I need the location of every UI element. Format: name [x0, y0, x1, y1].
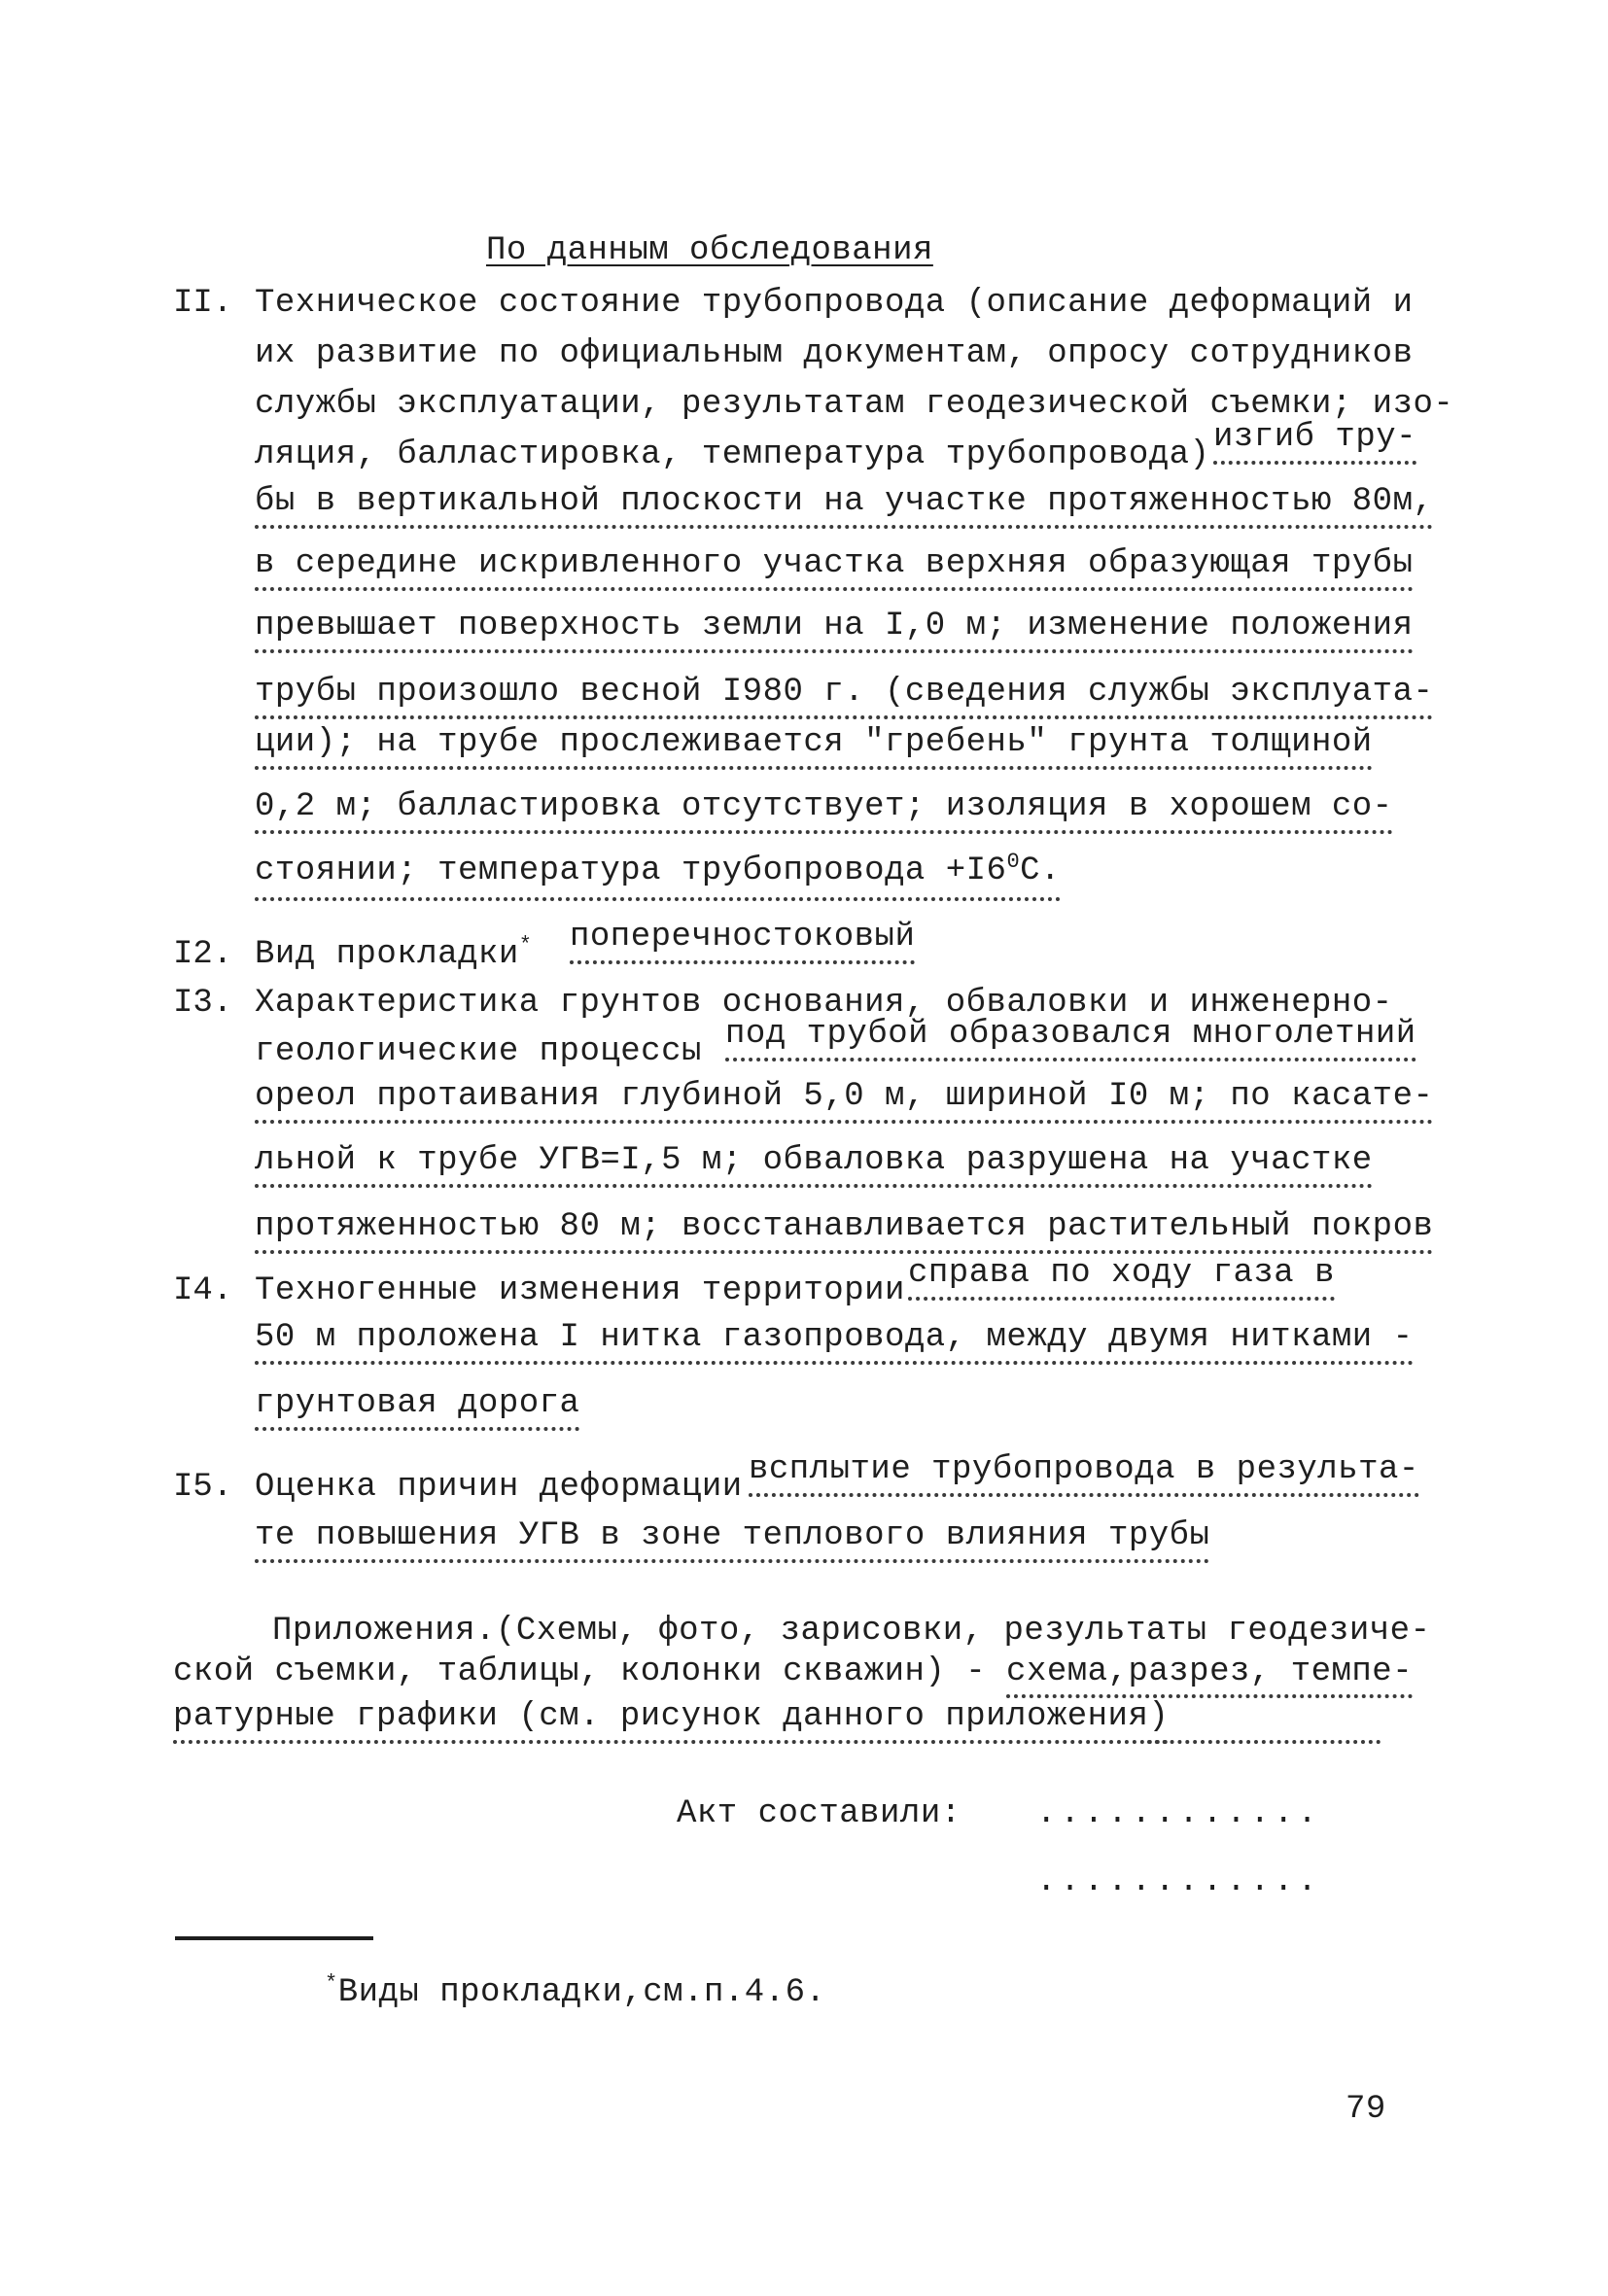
degree-superscript: 0	[1006, 850, 1021, 874]
item-11-answer-line-7	[255, 852, 1061, 901]
appendix-line-2-text: ской съемки, таблицы, колонки скважин) -	[173, 1653, 987, 1690]
item-number-15: I5.	[173, 1469, 233, 1506]
item-11-answer-line-2: в середине искривленного участка верхняя образующая трубы	[255, 544, 1414, 591]
item-14-answer-line-2: грунтовая дорога	[255, 1384, 579, 1431]
footnote	[325, 1973, 825, 2015]
item-number-14: I4.	[173, 1272, 233, 1309]
footnote-marker-star: *	[518, 933, 533, 957]
page-number: 79	[1346, 2091, 1386, 2128]
item-12-label	[255, 935, 532, 977]
item-11-label-line-4: ляция, балластировка, температура трубопровода)	[255, 436, 1210, 473]
item-number-11: II.	[173, 285, 233, 322]
footnote-separator	[175, 1936, 373, 1940]
section-heading: По данным обследования	[486, 232, 933, 269]
footnote-star: *	[325, 1971, 338, 1996]
item-11-answer-line-6: 0,2 м; балластировка отсутствует; изоляция в хорошем со-	[255, 787, 1393, 834]
item-13-answer-line-2: льной к трубе УГВ=I,5 м; обваловка разрушена на участке	[255, 1141, 1373, 1188]
footnote-text: Виды прокладки,см.п.4.6.	[337, 1974, 826, 2011]
item-11-temp-unit: С.	[1020, 852, 1061, 889]
item-11-temp-text: стоянии; температура трубопровода +I6	[255, 852, 1007, 889]
item-14-answer-first: справа по ходу газа в	[908, 1254, 1335, 1301]
item-13-answer-line-3: протяженностью 80 м; восстанавливается растительный покров	[255, 1207, 1433, 1254]
item-14-answer-line-1: 50 м проложена I нитка газопровода, между двумя нитками -	[255, 1318, 1414, 1365]
item-13-answer-first: под трубой образовался многолетний	[725, 1015, 1416, 1061]
item-11-answer-line-4: трубы произошло весной I980 г. (сведения службы эксплуата-	[255, 673, 1433, 719]
item-15-answer-first: всплытие трубопровода в результа-	[749, 1450, 1419, 1497]
item-15-label: Оценка причин деформации	[255, 1469, 743, 1506]
item-13-answer-line-1: ореол протаивания глубиной 5,0 м, шириной I0 м; по касате-	[255, 1077, 1433, 1124]
item-11-answer-line-3: превышает поверхность земли на I,0 м; изменение положения	[255, 607, 1414, 653]
appendix-line-1: Приложения.(Схемы, фото, зарисовки, результаты геодезиче-	[272, 1613, 1431, 1650]
signature-blank-2: ............	[1036, 1863, 1321, 1900]
appendix-answer: схема,разрез, темпе-	[1006, 1653, 1413, 1698]
item-11-answer-first: изгиб тру-	[1213, 418, 1416, 465]
item-13-label-line-2: геологические процессы	[255, 1033, 702, 1070]
item-number-12: I2.	[173, 936, 233, 973]
item-11-answer-line-1: бы в вертикальной плоскости на участке протяженностью 80м,	[255, 482, 1433, 529]
signature-label: Акт составили:	[677, 1795, 961, 1832]
item-14-label: Техногенные изменения территории	[255, 1272, 905, 1309]
item-number-13: I3.	[173, 985, 233, 1022]
item-11-label-line-2: их развитие по официальным документам, опросу сотрудников	[255, 335, 1414, 372]
item-11-label-line-1: Техническое состояние трубопровода (описание деформаций и	[255, 285, 1414, 322]
item-15-answer-line-1: те повышения УГВ в зоне теплового влияния трубы	[255, 1516, 1209, 1563]
appendix-line-3: ратурные графики (см. рисунок данного приложения)	[173, 1697, 1169, 1744]
item-12-answer: поперечностоковый	[570, 918, 915, 964]
appendix-line-2	[173, 1652, 1413, 1691]
item-11-label-line-3: службы эксплуатации, результатам геодезической съемки; изо-	[255, 386, 1454, 423]
item-11-answer-line-5: ции); на трубе прослеживается "гребень" грунта толщиной	[255, 723, 1373, 770]
item-12-label-text: Вид прокладки	[255, 936, 519, 973]
appendix-line-3-fill	[1147, 1740, 1381, 1744]
item-13-label-line-1: Характеристика грунтов основания, обваловки и инженерно-	[255, 985, 1393, 1022]
signature-blank-1: ............	[1036, 1795, 1321, 1832]
